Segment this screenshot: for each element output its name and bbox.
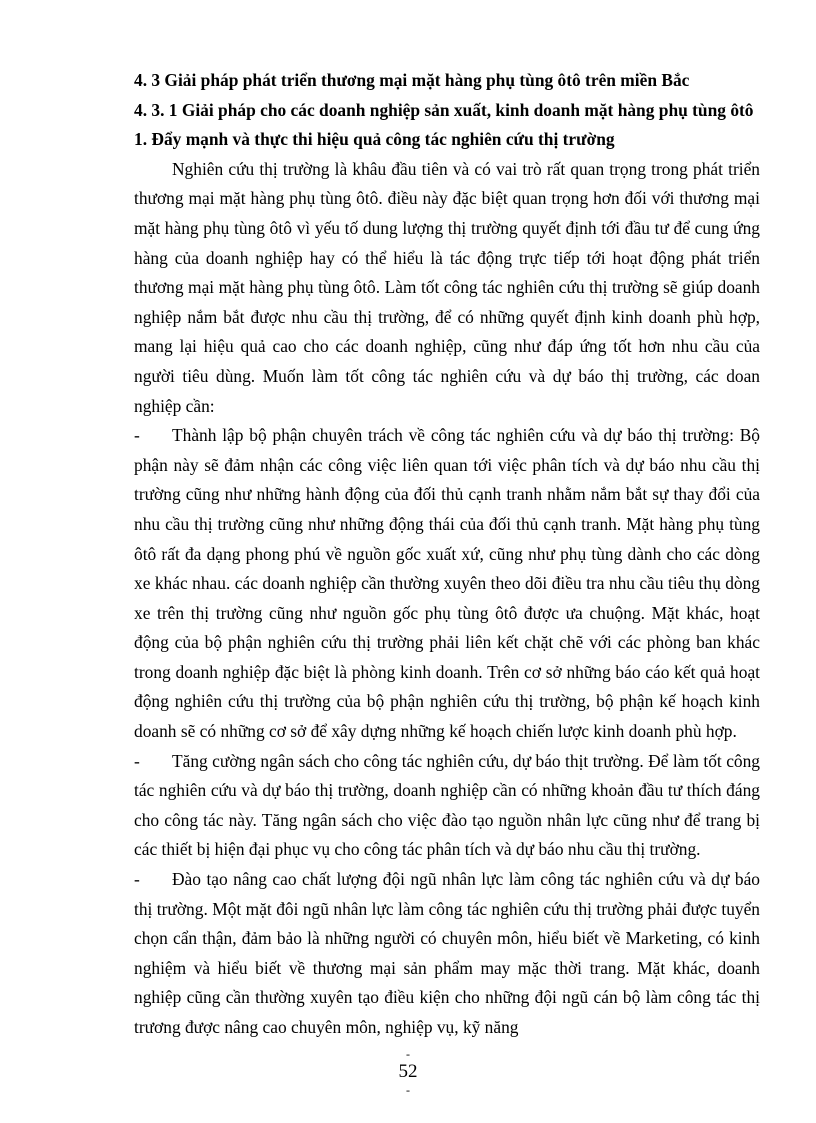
page-footer	[0, 1048, 816, 1096]
bullet-dash: -	[134, 425, 140, 446]
bullet-text-1: Thành lập bộ phận chuyên trách về công tác nghiên cứu và dự báo thị trường: Bộ phận này sẽ đảm nhận các công việc liên quan tới việc phân tích và dự báo nhu cầu thị trường cũng như những hành động của đối thủ cạnh tranh nhằm nắm bắt sự thay đổi của nhu cầu thị trường cũng như những động thái của đối thủ cạnh tranh. Mặt hàng phụ tùng ôtô rất đa dạng phong phú về nguồn gốc xuất xứ, cũng như phụ tùng dành cho các dòng xe khác nhau. các doanh nghiệp cần thường xuyên theo dõi điều tra nhu cầu tiêu thụ dòng xe trên thị trường cũng như nguồn gốc phụ tùng ôtô được ưa chuộng. Mặt khác, hoạt động của bộ phận nghiên cứu thị trường phải liên kết chặt chẽ với các phòng ban khác trong doanh nghiệp đặc biệt là phòng kinh doanh. Trên cơ sở những báo cáo kết quả hoạt động nghiên cứu thị trường của bộ phận nghiên cứu thị trường, bộ phận kế hoạch kinh doanh sẽ có những cơ sở để xây dựng những kế hoạch chiến lược kinh doanh phù hợp.	[134, 425, 760, 742]
page-number: 52	[398, 1061, 418, 1082]
item-heading-1: 1. Đẩy mạnh và thực thi hiệu quả công tác nghiên cứu thị trường	[134, 129, 615, 150]
bullet-text-3: Đào tạo nâng cao chất lượng đội ngũ nhân lực làm công tác nghiên cứu và dự báo thị trường. Một mặt đôi ngũ nhân lực làm công tác nghiên cứu thị trường phải được tuyển chọn cẩn thận, đảm bảo là những người có chuyên môn, hiểu biết về Marketing, có kinh nghiệm và hiểu biết về thương mại sản phẩm may mặc thời trang. Mặt khác, doanh nghiệp cũng cần thường xuyên tạo điều kiện cho những đội ngũ cán bộ làm công tác thị trương được nâng cao chuyên môn, nghiệp vụ, kỹ năng	[134, 869, 760, 1037]
subsection-heading-4-3-1: 4. 3. 1 Giải pháp cho các doanh nghiệp sản xuất, kinh doanh mặt hàng phụ tùng ôtô	[134, 99, 754, 120]
bullet-item-3	[134, 865, 760, 1043]
footer-mark-top: -	[406, 1047, 410, 1061]
section-heading-4-3: 4. 3 Giải pháp phát triển thương mại mặt hàng phụ tùng ôtô trên miền Bắc	[134, 70, 690, 90]
bullet-item-2	[134, 747, 760, 865]
page-content	[134, 66, 760, 1043]
bullet-text-2: Tăng cường ngân sách cho công tác nghiên cứu, dự báo thịt trường. Để làm tốt công tác nghiên cứu và dự báo thị trường, doanh nghiệp cần có những khoản đầu tư thích đáng cho công tác này. Tăng ngân sách cho việc đào tạo nguồn nhân lực cũng như để trang bị các thiết bị hiện đại phục vụ cho công tác phân tích và dự báo nhu cầu thị trường.	[134, 750, 760, 860]
bullet-dash: -	[134, 869, 140, 890]
footer-mark-bottom: -	[406, 1083, 410, 1097]
bullet-dash: -	[134, 750, 140, 771]
bullet-item-1	[134, 421, 760, 747]
intro-paragraph: Nghiên cứu thị trường là khâu đầu tiên và có vai trò rất quan trọng trong phát triển thương mại mặt hàng phụ tùng ôtô. điều này đặc biệt quan trọng hơn đối với thương mại mặt hàng phụ tùng ôtô vì yếu tố dung lượng thị trường quyết định tới đầu tư để cung ứng hàng của doanh nghiệp hay có thể hiểu là tác động trực tiếp tới hoạt động phát triển thương mại mặt hàng phụ tùng ôtô. Làm tốt công tác nghiên cứu thị trường sẽ giúp doanh nghiệp nắm bắt được nhu cầu thị trường, để có những quyết định kinh doanh phù hợp, mang lại hiệu quả cao cho các doanh nghiệp, cũng như đáp ứng tốt hơn nhu cầu của người tiêu dùng. Muốn làm tốt công tác nghiên cứu và dự báo thị trường, các doan nghiệp cần:	[134, 158, 760, 416]
